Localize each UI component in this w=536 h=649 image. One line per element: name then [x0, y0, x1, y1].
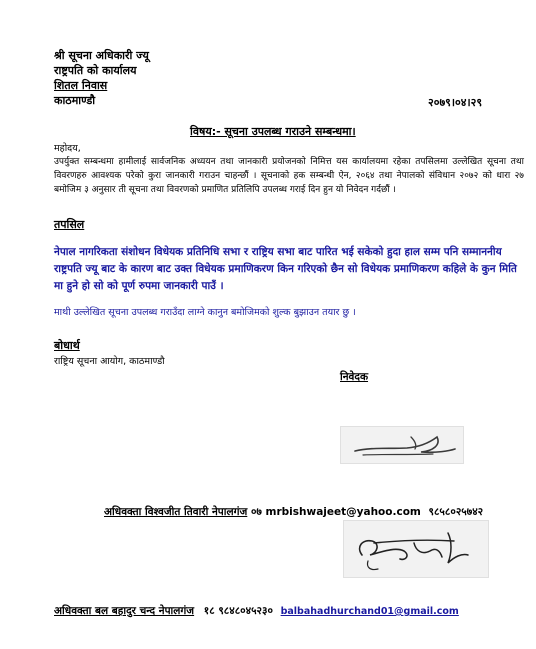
body-paragraph: उपर्युक्त सम्बन्धमा हामीलाई सार्वजनिक अध्ययन तथा जानकारी प्रयोजनको निमित्त यस कार्यालयमा रहेका तपसिलमा उल्लेखित सूचना तथा विवरणहरु आवश्यक परेको कुरा जानकारी गराउन चाहन्छौं । सूचनाको हक सम्बन्धी ऐन, २०६४ तथा नेपालको संविधान २०७२ को धारा २७ बमोजिम ३ अनुसार ती सूचना तथा विवरणको प्रमाणित प्रतिलिपि उपलब्ध गराई दिन हुन यो निवेदन गर्दछौं ।	[54, 157, 524, 195]
cc-heading: बोधार्थ	[54, 339, 80, 352]
signature-2-image	[343, 520, 489, 578]
applicant-label: निवेदक	[340, 371, 369, 383]
advocate-2-ward: १८	[203, 605, 215, 617]
advocate-2-line	[54, 604, 459, 618]
advocate-1-ward: ०७	[250, 506, 262, 518]
request-text: नेपाल नागरिकता संशोधन विधेयक प्रतिनिधि सभा र राष्ट्रिय सभा बाट पारित भई सकेको हुदा हाल सम्म पनि सम्माननीय राष्ट्रपति ज्यू बाट के कारण बाट उक्त विधेयक प्रमाणिकरण किन गरिएको छैन सो विधेयक प्रमाणिकरण कहिले के कुन मिति मा हुने हो सो को पूर्ण रुपमा जानकारी पाउँ ।	[54, 246, 517, 292]
salutation: महोदय,	[54, 143, 81, 154]
signature-1-image	[340, 426, 464, 464]
advocate-2-phone: ९८४८०४५२३०	[218, 605, 273, 617]
recipient-line-4: काठमाण्डौ	[54, 94, 96, 107]
advocate-2-email-link[interactable]: balbahadhurchand01@gmail.com	[280, 606, 459, 617]
fee-note: माथी उल्लेखित सूचना उपलब्ध गराउँदा लाग्ने कानुन बमोजिमको शुल्क बुझाउन तयार छु ।	[54, 307, 356, 318]
advocate-1-name: अधिवक्ता विश्वजीत तिवारी नेपालगंज	[104, 506, 248, 518]
letter-date: २०७९।०४।२९	[428, 96, 483, 109]
subject-text: विषय:- सूचना उपलब्ध गराउने सम्बन्धमा।	[190, 125, 356, 138]
recipient-address	[54, 48, 149, 108]
signature-2-scribble	[344, 521, 488, 577]
subject-line	[190, 124, 356, 139]
recipient-line-3: शितल निवास	[54, 79, 108, 92]
advocate-1-line	[104, 505, 483, 519]
recipient-line-2: राष्ट्रपति को कार्यालय	[54, 64, 137, 77]
request-heading: तपसिल	[54, 218, 85, 231]
advocate-1-email: mrbishwajeet@yahoo.com	[265, 506, 421, 518]
advocate-1-phone: ९८५८०२५७४२	[428, 506, 484, 518]
recipient-line-1: श्री सूचना अधिकारी ज्यू	[54, 49, 149, 62]
advocate-2-name: अधिवक्ता बल बहादुर चन्द नेपालगंज	[54, 605, 195, 617]
cc-text: राष्ट्रिय सूचना आयोग, काठमाण्डौ	[54, 356, 165, 367]
signature-1-scribble	[341, 427, 463, 463]
